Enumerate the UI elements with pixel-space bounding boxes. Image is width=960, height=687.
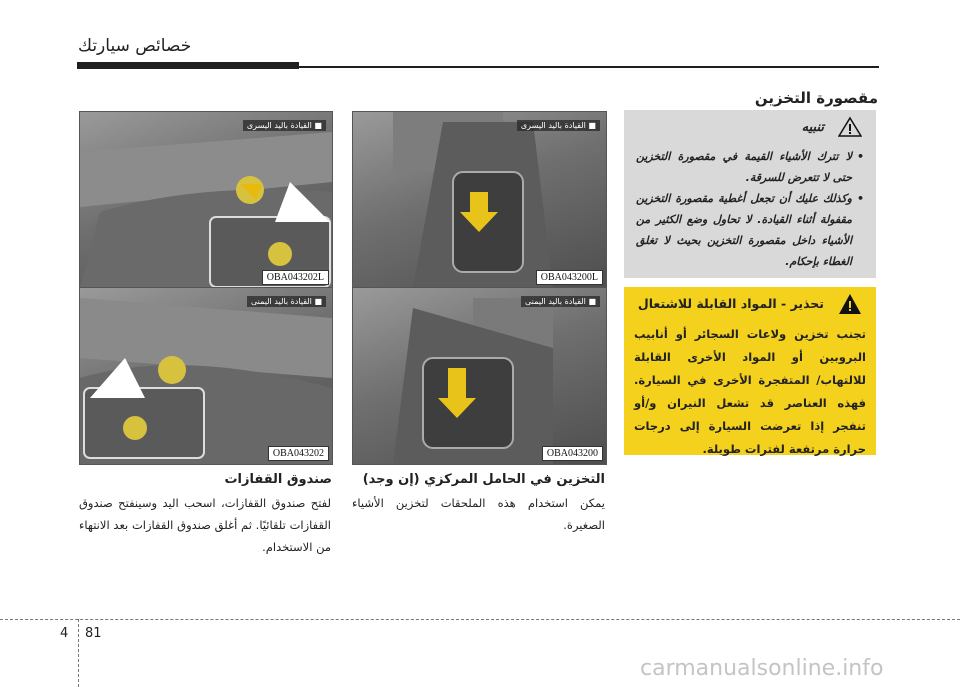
glovebox-rhd-illustration [80,288,332,464]
photo-tag: ■ القيادة باليد اليسرى [243,120,326,131]
warning-triangle-icon [838,293,862,315]
photo-glovebox-rhd [79,287,333,465]
photo-tag: ■ القيادة باليد اليسرى [517,120,600,131]
header-rule-thick [77,62,299,69]
page-number: 81 [85,626,102,641]
photo-tag: ■ القيادة باليد اليمنى [521,296,600,307]
warning-text: تجنب تخزين ولاعات السجائر أو أنابيب البروبين أو المواد الأخرى القابلة للالتهاب/ المتفجرة الأخرى في السيارة. فهذه العناصر قد تشعل النيران و/أو تنفجر إذا تعرضت السيارة إلى درجات حرارة مرتفعة لفترات طويلة. [634,327,866,456]
photo-code: OBA043200L [536,270,603,285]
notice-box [624,110,876,278]
glovebox-lhd-illustration [80,112,332,288]
warning-title: تحذير - المواد القابلة للاشتعال [637,296,824,311]
console-title: التخزين في الحامل المركزي (إن وجد) [362,472,605,487]
chapter-title: خصائص سيارتك [78,36,192,56]
console-lhd-illustration [353,112,606,288]
header-rule-thin [299,66,879,68]
caution-triangle-icon [838,116,862,138]
chapter-number: 4 [60,626,69,641]
footer-rule [0,619,960,620]
notice-list [636,146,864,272]
console-rhd-illustration [353,288,606,464]
warning-box [624,287,876,455]
photo-code: OBA043202 [268,446,329,461]
glovebox-title: صندوق القفازات [224,472,332,487]
photo-code: OBA043200 [542,446,603,461]
photo-tag: ■ القيادة باليد اليمنى [247,296,326,307]
section-title: مقصورة التخزين [754,89,878,107]
console-text: يمكن استخدام هذه الملحقات لتخزين الأشياء الصغيرة. [352,496,605,532]
watermark: carmanualsonline.info [640,656,884,681]
photo-code: OBA043202L [262,270,329,285]
photo-console-lhd [352,111,607,289]
photo-glovebox-lhd [79,111,333,289]
photo-console-rhd [352,287,607,465]
glovebox-text: لفتح صندوق القفازات، اسحب اليد وسينفتح صندوق القفازات تلقائيًا. ثم أغلق صندوق القفازات بعد الانتهاء من الاستخدام. [79,496,331,554]
list-item: • وكذلك عليك أن تجعل أغطية مقصورة التخزين مقفولة أثناء القيادة. لا تحاول وضع الكثير من الأشياء داخل مقصورة التخزين بحيث لا تغلق الغطاء بإحكام. [636,188,864,272]
list-item: • لا تترك الأشياء القيمة في مقصورة التخزين حتى لا تتعرض للسرقة. [636,146,864,188]
notice-title: تنبيه [801,120,824,135]
footer-divider [78,619,79,687]
